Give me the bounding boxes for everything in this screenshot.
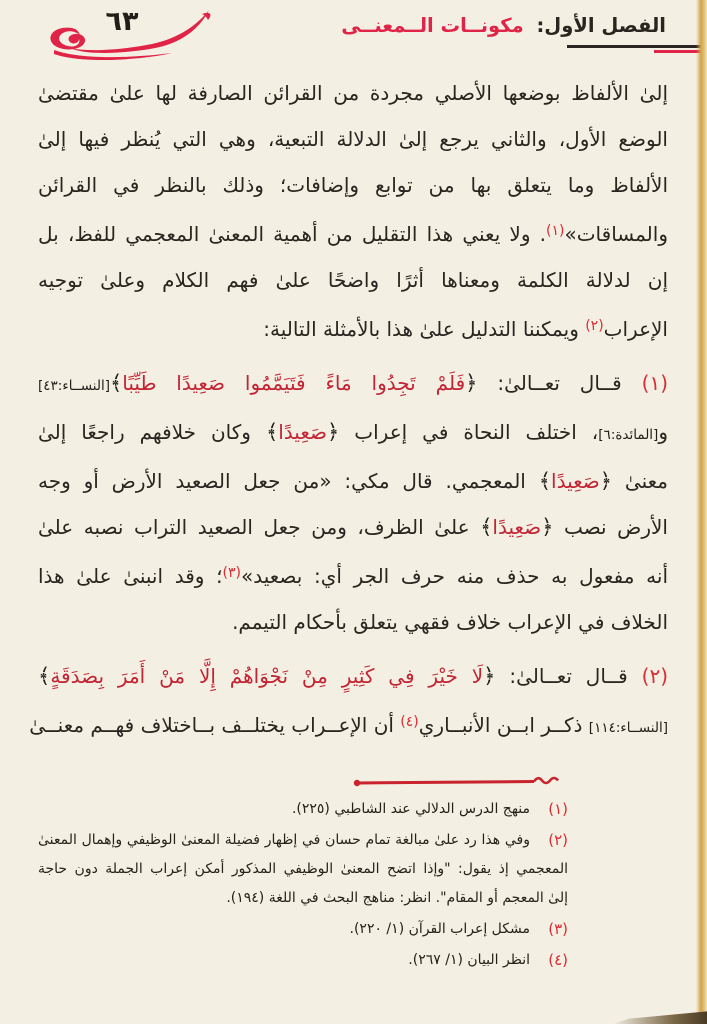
page-number: ٦٣ — [105, 6, 139, 37]
text: ؛ وقد انبنىٰ علىٰ هذا — [38, 564, 223, 588]
body-line — [38, 70, 668, 116]
text: ويمكننا التدليل علىٰ هذا بالأمثلة التالية: — [263, 317, 586, 341]
quran-text: لَا خَيْرَ فِي كَثِيرٍ مِنْ نَجْوَاهُمْ إِلَّا مَنْ أَمَرَ بِصَدَقَةٍ — [50, 664, 484, 688]
text: علىٰ الظرف، ومن جعل الصعيد التراب نصبه علىٰ — [38, 515, 481, 539]
verse-reference: [المائدة:٦] — [598, 427, 659, 443]
text: المعجمي. قال مكي: «من جعل الصعيد الأرض أو وجه — [38, 469, 539, 493]
body-line — [38, 208, 668, 257]
quran-bracket: ﴾ — [265, 420, 279, 444]
footnote-number: (٢) — [548, 831, 568, 849]
body-line — [29, 699, 668, 751]
body-line — [38, 458, 668, 504]
text: إن لدلالة الكلمة ومعناها أثرًا واضحًا علىٰ فهم الكلام وعلىٰ توجيه — [38, 268, 668, 292]
page-corner-curl — [612, 1010, 707, 1024]
footnote-number: (٣) — [548, 920, 568, 938]
body-line — [38, 162, 668, 208]
header-rule-red — [654, 50, 701, 53]
verse-reference: [النســاء:٤٣] — [38, 378, 110, 394]
text: وكان خلافهم راجعًا إلىٰ — [38, 420, 266, 444]
text: و — [658, 420, 668, 444]
footnote-line: انظر البيان (١/ ٢٦٧). — [408, 952, 530, 968]
text: ، اختلف النحاة في إعراب — [339, 420, 599, 444]
quran-bracket: ﴿ — [465, 371, 478, 395]
body-line — [38, 409, 668, 458]
quran-bracket: ﴿ — [326, 420, 340, 444]
paragraph — [38, 70, 668, 352]
paragraph — [29, 653, 668, 751]
paragraph-number: (٢) — [641, 664, 668, 688]
footnote-line: المعجمي إذ يقول: "وإذا اتضح المعنىٰ الوظيفي المذكور أمكن إعراب الجملة دون حاجة — [38, 861, 568, 877]
footnote — [38, 795, 568, 824]
footnote — [38, 826, 568, 913]
footnotes — [38, 795, 568, 975]
verse-reference: [النســاء:١١٤] — [588, 720, 668, 736]
quran-text: صَعِيدًا — [551, 469, 600, 493]
footnote-line: وفي هذا رد علىٰ مبالغة تمام حسان في إظهار فضيلة المعنىٰ الوظيفي وإهمال المعنىٰ — [38, 832, 530, 848]
quran-bracket: ﴿ — [541, 515, 554, 539]
footnote-line: إلىٰ المعجم أو المقام". انظر: مناهج البحث في اللغة (١٩٤). — [226, 890, 568, 906]
footnote-ref-marker: (١) — [546, 223, 565, 239]
body-line — [38, 257, 668, 303]
body-line — [38, 116, 668, 162]
quran-bracket: ﴿ — [599, 469, 613, 493]
text: أن الإعــراب يختلــف بــاختلاف فهــم معنــىٰ — [29, 713, 401, 737]
text: قــال تعــالىٰ: — [477, 371, 642, 395]
footnote — [38, 915, 568, 944]
footnote-divider-icon — [352, 775, 568, 789]
chapter-label: الفصل الأول: — [536, 14, 666, 37]
footnote-ref-marker: (٣) — [222, 565, 241, 581]
text: الإعراب — [603, 317, 668, 341]
quran-bracket: ﴿ — [483, 664, 496, 688]
quran-text: صَعِيدًا — [278, 420, 327, 444]
body-line — [38, 360, 668, 409]
chapter-heading — [341, 14, 666, 37]
footnote-ref-marker: (٢) — [585, 318, 604, 334]
text: والمساقات» — [564, 222, 668, 246]
body-line — [38, 599, 668, 645]
text: الأرض نصب — [553, 515, 668, 539]
text: معنىٰ — [612, 469, 668, 493]
footnote — [38, 946, 568, 975]
footnote-line: مشكل إعراب القرآن (١/ ٢٢٠). — [349, 921, 530, 937]
paragraph — [38, 360, 668, 645]
text: أنه مفعول به حذف منه حرف الجر أي: بصعيد» — [240, 564, 669, 588]
text: . ولا يعني هذا التقليل من أهمية المعنىٰ المعجمي للفظ، بل — [38, 222, 546, 246]
paragraph-number: (١) — [641, 371, 668, 395]
body-text — [29, 70, 669, 751]
footnote-number: (٤) — [548, 951, 568, 969]
text: ذكــر ابــن الأنبــاري — [418, 713, 589, 737]
page-header — [0, 0, 707, 62]
text: قــال تعــالىٰ: — [495, 664, 642, 688]
text: الخلاف في الإعراب خلاف فقهي يتعلق بأحكام التيمم. — [232, 610, 668, 634]
quran-text: صَعِيدًا — [492, 515, 542, 539]
chapter-title: مكونــات الــمعنــى — [341, 14, 524, 37]
book-page-edge — [696, 0, 707, 1024]
quran-bracket: ﴾ — [38, 664, 51, 688]
body-line — [38, 504, 668, 550]
text: إلىٰ الألفاظ بوضعها الأصلي مجردة من القرائن الصارفة لها علىٰ مقتضىٰ — [38, 81, 668, 105]
footnote-number: (١) — [548, 800, 568, 818]
body-line — [38, 550, 668, 599]
text: الوضع الأول، والثاني يرجع إلىٰ الدلالة التبعية، وهي التي يُنظر فيها إلىٰ — [38, 127, 668, 151]
page-content — [29, 70, 669, 977]
quran-bracket: ﴾ — [480, 515, 493, 539]
text: الألفاظ وما يتعلق بها من توابع وإضافات؛ وذلك بالنظر في القرائن — [38, 173, 668, 197]
body-line — [38, 303, 668, 352]
header-rule-black — [567, 45, 701, 48]
footnote-line: منهج الدرس الدلالي عند الشاطبي (٢٢٥). — [291, 801, 530, 817]
footnote-ref-marker: (٤) — [400, 714, 419, 730]
body-line — [38, 653, 668, 699]
quran-bracket: ﴾ — [538, 469, 552, 493]
quran-text: فَلَمْ تَجِدُوا مَاءً فَتَيَمَّمُوا صَعِيدًا طَيِّبًا — [122, 371, 466, 395]
quran-bracket: ﴾ — [109, 371, 123, 395]
